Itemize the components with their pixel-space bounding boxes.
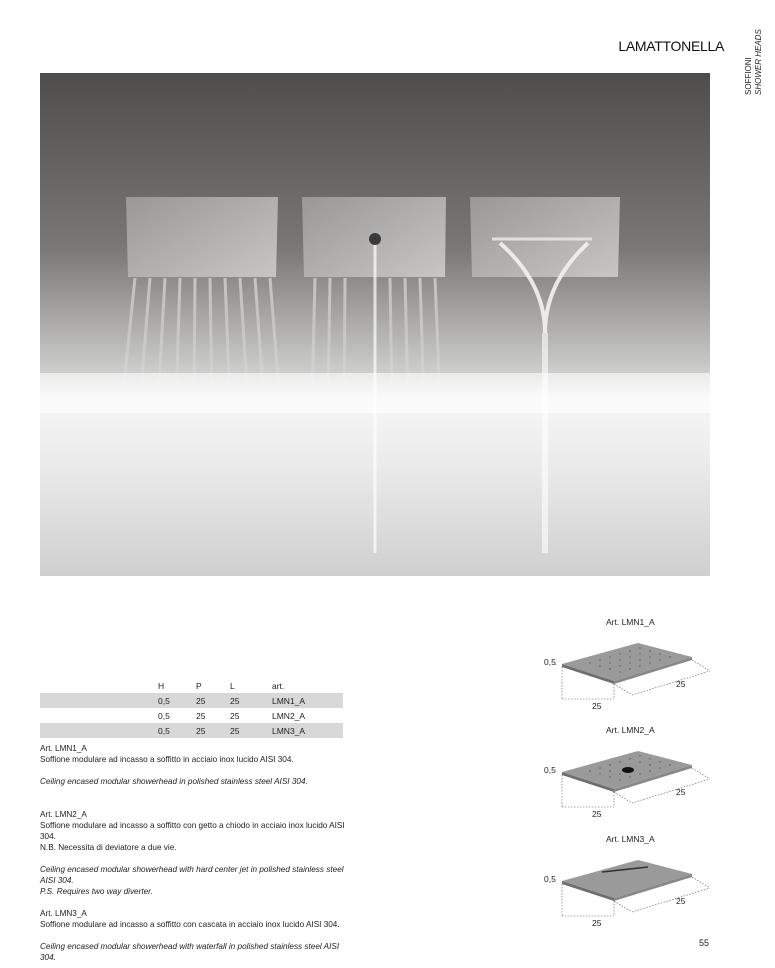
- table-row: [40, 708, 343, 723]
- desc-note-english: P.S. Requires two way diverter.: [40, 887, 153, 896]
- center-jet-icon: [622, 767, 634, 773]
- drawing-label: Art. LMN3_A: [606, 834, 655, 844]
- table-header-row: [40, 678, 343, 693]
- dim-height: 0,5: [544, 765, 556, 775]
- drawing-lmn3: [540, 834, 720, 934]
- desc-note-italian: N.B. Necessita di deviatore a due vie.: [40, 843, 177, 852]
- page-number: 55: [699, 938, 710, 948]
- spec-table: [40, 678, 343, 738]
- table-row: [40, 723, 343, 738]
- cell-h: 0,5: [158, 723, 196, 738]
- col-header-h: H: [158, 680, 165, 691]
- desc-art-label: Art. LMN3_A: [40, 909, 87, 918]
- dim-depth: 25: [676, 787, 686, 797]
- product-photo: [40, 73, 710, 576]
- desc-english: Ceiling encased modular showerhead with hard center jet in polished stainless steel AISI 304.: [40, 865, 344, 885]
- desc-art-label: Art. LMN1_A: [40, 744, 87, 753]
- dim-height: 0,5: [544, 874, 556, 884]
- page-title: LAMATTONELLA: [618, 38, 724, 54]
- desc-italian: Soffione modulare ad incasso a soffitto in acciaio inox lucido AISI 304.: [40, 755, 294, 764]
- category-english: SHOWER HEADS: [754, 29, 763, 95]
- dim-width: 25: [592, 809, 602, 819]
- dim-width: 25: [592, 918, 602, 928]
- dim-width: 25: [592, 701, 602, 711]
- cell-p: 25: [196, 710, 206, 721]
- desc-english: Ceiling encased modular showerhead with waterfall in polished stainless steel AISI 304.: [40, 942, 340, 962]
- cell-l: 25: [230, 723, 272, 738]
- drawing-label: Art. LMN2_A: [606, 725, 655, 735]
- cell-h: 0,5: [158, 693, 196, 708]
- col-header-art: art.: [272, 680, 285, 691]
- cell-art: LMN1_A: [272, 693, 343, 708]
- cell-p: 25: [196, 693, 230, 708]
- cell-art: LMN2_A: [272, 710, 306, 721]
- cell-l: 25: [230, 693, 272, 708]
- table-row: [40, 693, 343, 708]
- section-tab: [742, 29, 770, 95]
- col-header-p: P: [196, 680, 202, 691]
- dim-height: 0,5: [544, 657, 556, 667]
- category-italian: SOFFIONI: [744, 57, 753, 95]
- drawing-lmn2: [540, 725, 720, 825]
- cell-h: 0,5: [158, 710, 170, 721]
- cell-l: 25: [230, 710, 240, 721]
- desc-english: Ceiling encased modular showerhead in polished stainless steel AISI 304.: [40, 777, 308, 786]
- drawing-label: Art. LMN1_A: [606, 617, 655, 627]
- dim-depth: 25: [676, 896, 686, 906]
- dim-depth: 25: [676, 679, 686, 689]
- col-header-l: L: [230, 680, 235, 691]
- desc-art-label: Art. LMN2_A: [40, 810, 87, 819]
- desc-italian: Soffione modulare ad incasso a soffitto con getto a chiodo in acciaio inox lucido AISI 304.: [40, 821, 345, 841]
- drawing-lmn1: [540, 617, 720, 717]
- cell-p: 25: [196, 723, 230, 738]
- product-descriptions: [40, 743, 350, 963]
- cell-art: LMN3_A: [272, 723, 343, 738]
- desc-italian: Soffione modulare ad incasso a soffitto con cascata in acciaio inox lucido AISI 304.: [40, 920, 340, 929]
